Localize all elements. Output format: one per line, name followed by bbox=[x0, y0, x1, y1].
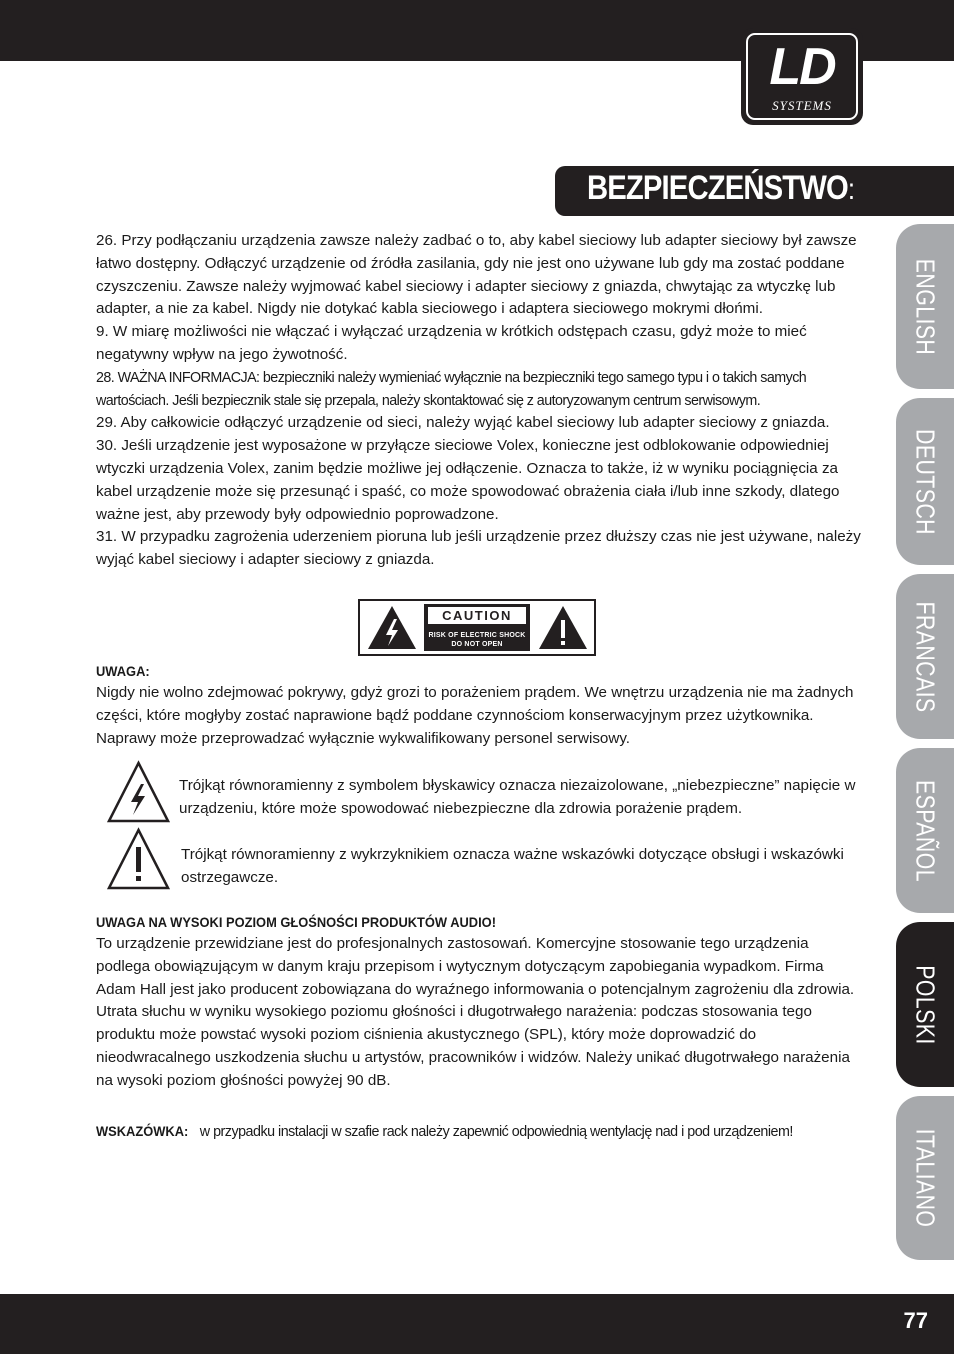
exclamation-triangle-icon bbox=[107, 827, 170, 890]
logo-sub-text: SYSTEMS bbox=[772, 98, 832, 113]
tab-italiano[interactable] bbox=[896, 1096, 954, 1260]
ld-systems-logo bbox=[741, 28, 863, 125]
caution-word: CAUTION bbox=[428, 607, 526, 624]
instruction-paragraph: 31. W przypadku zagrożenia uderzeniem pioruna lub jeśli urządzenie przez dłuższy czas nie jest używane, należy wyjąć kabel sieciowy i adapter sieciowy z gniazda. bbox=[96, 528, 861, 569]
logo-main-text: LD bbox=[769, 38, 835, 96]
hint-line bbox=[96, 1120, 886, 1143]
section-title-bar bbox=[555, 166, 954, 216]
caution-subtext-line: DO NOT OPEN bbox=[451, 641, 503, 648]
instruction-paragraph: 29. Aby całkowicie odłączyć urządzenie od sieci, należy wyjąć kabel sieciowy lub adapter sieciowy z gniazda. bbox=[96, 414, 830, 432]
section-title-label: BEZPIECZEŃSTWO bbox=[587, 169, 848, 207]
lightning-triangle-icon bbox=[366, 604, 418, 651]
page-number: 77 bbox=[903, 1308, 928, 1333]
instruction-paragraph: 9. W miarę możliwości nie włączać i wyłączać urządzenia w krótkich odstępach czasu, gdyż może to mieć negatywny wpływ na jego żywotność. bbox=[96, 323, 807, 363]
section-title bbox=[587, 169, 854, 208]
logo-frame bbox=[746, 33, 858, 120]
bottom-bar bbox=[0, 1294, 954, 1354]
instruction-paragraph: 26. Przy podłączaniu urządzenia zawsze należy zadbać o to, aby kabel sieciowy lub adapter sieciowy był zawsze łatwo dostępny. Odłączyć urządzenie od źródła zasilania, gdy nie jest ono używane lub gdy ma zostać poddane czyszczeniu. Zawsze należy wyjmować kabel sieciowy i adapter sieciowy z gniazda, chwytając za wtyczkę lub adapter, a nie za kabel. Nigdy nie dotykać kabla sieciowego i adaptera sieciowego mokrymi dłońmi. bbox=[96, 232, 857, 318]
tab-label: DEUTSCH bbox=[910, 428, 941, 535]
tab-label: POLSKI bbox=[910, 964, 941, 1045]
tab-label: FRANCAIS bbox=[910, 600, 941, 713]
caution-label bbox=[358, 599, 596, 656]
tab-deutsch[interactable] bbox=[896, 398, 954, 565]
instruction-paragraph: 30. Jeśli urządzenie jest wyposażone w przyłącze sieciowe Volex, konieczne jest odblokowanie odpowiedniej wtyczki urządzenia Volex, zanim będzie możliwe jej odłączenie. Oznacza to także, iż w wyniku pociągnięcia za kabel urządzenie może się przesunąć i spaść, co może spowodować obrażenia ciała i/lub inne szkody, dlatego ważne jest, aby przewody były odpowiednio poprowadzone. bbox=[96, 437, 840, 523]
section-title-colon: : bbox=[847, 173, 855, 206]
warning-text: Nigdy nie wolno zdejmować pokrywy, gdyż grozi to porażeniem prądem. We wnętrzu urządzenia nie ma żadnych części, które mogłyby zostać naprawione bądź poddane czynnościom konserwacyjnym przez użytkownika. Naprawy może przeprowadzać wyłącznie wykwalifikowany personel serwisowy. bbox=[96, 684, 854, 747]
tab-label: ESPAÑOL bbox=[910, 779, 941, 882]
tab-label: ENGLISH bbox=[910, 258, 941, 355]
warning-block bbox=[96, 660, 861, 750]
hint-label: WSKAZÓWKA: bbox=[96, 1123, 189, 1139]
caution-subtext-line: RISK OF ELECTRIC SHOCK bbox=[428, 632, 526, 639]
tab-francais[interactable] bbox=[896, 574, 954, 739]
hint-text: w przypadku instalacji w szafie rack należy zapewnić odpowiednią wentylację nad i pod urządzeniem! bbox=[196, 1124, 793, 1140]
caution-center-panel bbox=[424, 604, 530, 651]
audio-warning-heading: UWAGA NA WYSOKI POZIOM GŁOŚNOŚCI PRODUKTÓW AUDIO! bbox=[96, 914, 496, 930]
exclamation-symbol-description: Trójkąt równoramienny z wykrzyknikiem oznacza ważne wskazówki dotyczące obsługi i wskazówki ostrzegawcze. bbox=[181, 846, 844, 886]
audio-warning-text: To urządzenie przewidziane jest do profesjonalnych zastosowań. Komercyjne stosowanie tego urządzenia podlega obowiązującym w danym kraju przepisom i wytycznym dotyczącym zapobiegania wypadkom. Firma Adam Hall jest jako producent zobowiązana do wyraźnego informowania o potencjalnym zagrożeniu dla zdrowia. Utrata słuchu w wyniku wysokiego poziomu głośności i długotrwałego narażenia: podczas stosowania tego produktu może powstać wysoki poziom ciśnienia akustycznego (SPL), który może doprowadzić do nieodwracalnego uszkodzenia słuchu u artystów, pracowników i widzów. Należy unikać długotrwałego narażenia na wysoki poziom głośności powyżej 90 dB. bbox=[96, 935, 855, 1089]
lightning-triangle-icon bbox=[107, 760, 170, 823]
tab-espanol[interactable] bbox=[896, 748, 954, 913]
safety-instructions bbox=[96, 230, 861, 572]
warning-heading: UWAGA: bbox=[96, 663, 150, 679]
caution-subtext bbox=[424, 631, 530, 649]
lightning-symbol-description: Trójkąt równoramienny z symbolem błyskawicy oznacza niezaizolowane, „niebezpieczne” napięcie w urządzeniu, które może spowodować niebezpieczne dla zdrowia porażenie prądem. bbox=[179, 777, 856, 817]
tab-label: ITALIANO bbox=[910, 1128, 941, 1228]
tab-english[interactable] bbox=[896, 224, 954, 389]
exclamation-triangle-icon bbox=[537, 604, 589, 651]
tab-polski[interactable] bbox=[896, 922, 954, 1087]
audio-warning-block bbox=[96, 911, 861, 1093]
instruction-paragraph: 28. WAŻNA INFORMACJA: bezpieczniki należy wymieniać wyłącznie na bezpieczniki tego samego typu i o takich samych wartościach. Jeśli bezpiecznik stale się przepala, należy skontaktować się z autoryzowanym centrum serwisowym. bbox=[96, 369, 807, 409]
